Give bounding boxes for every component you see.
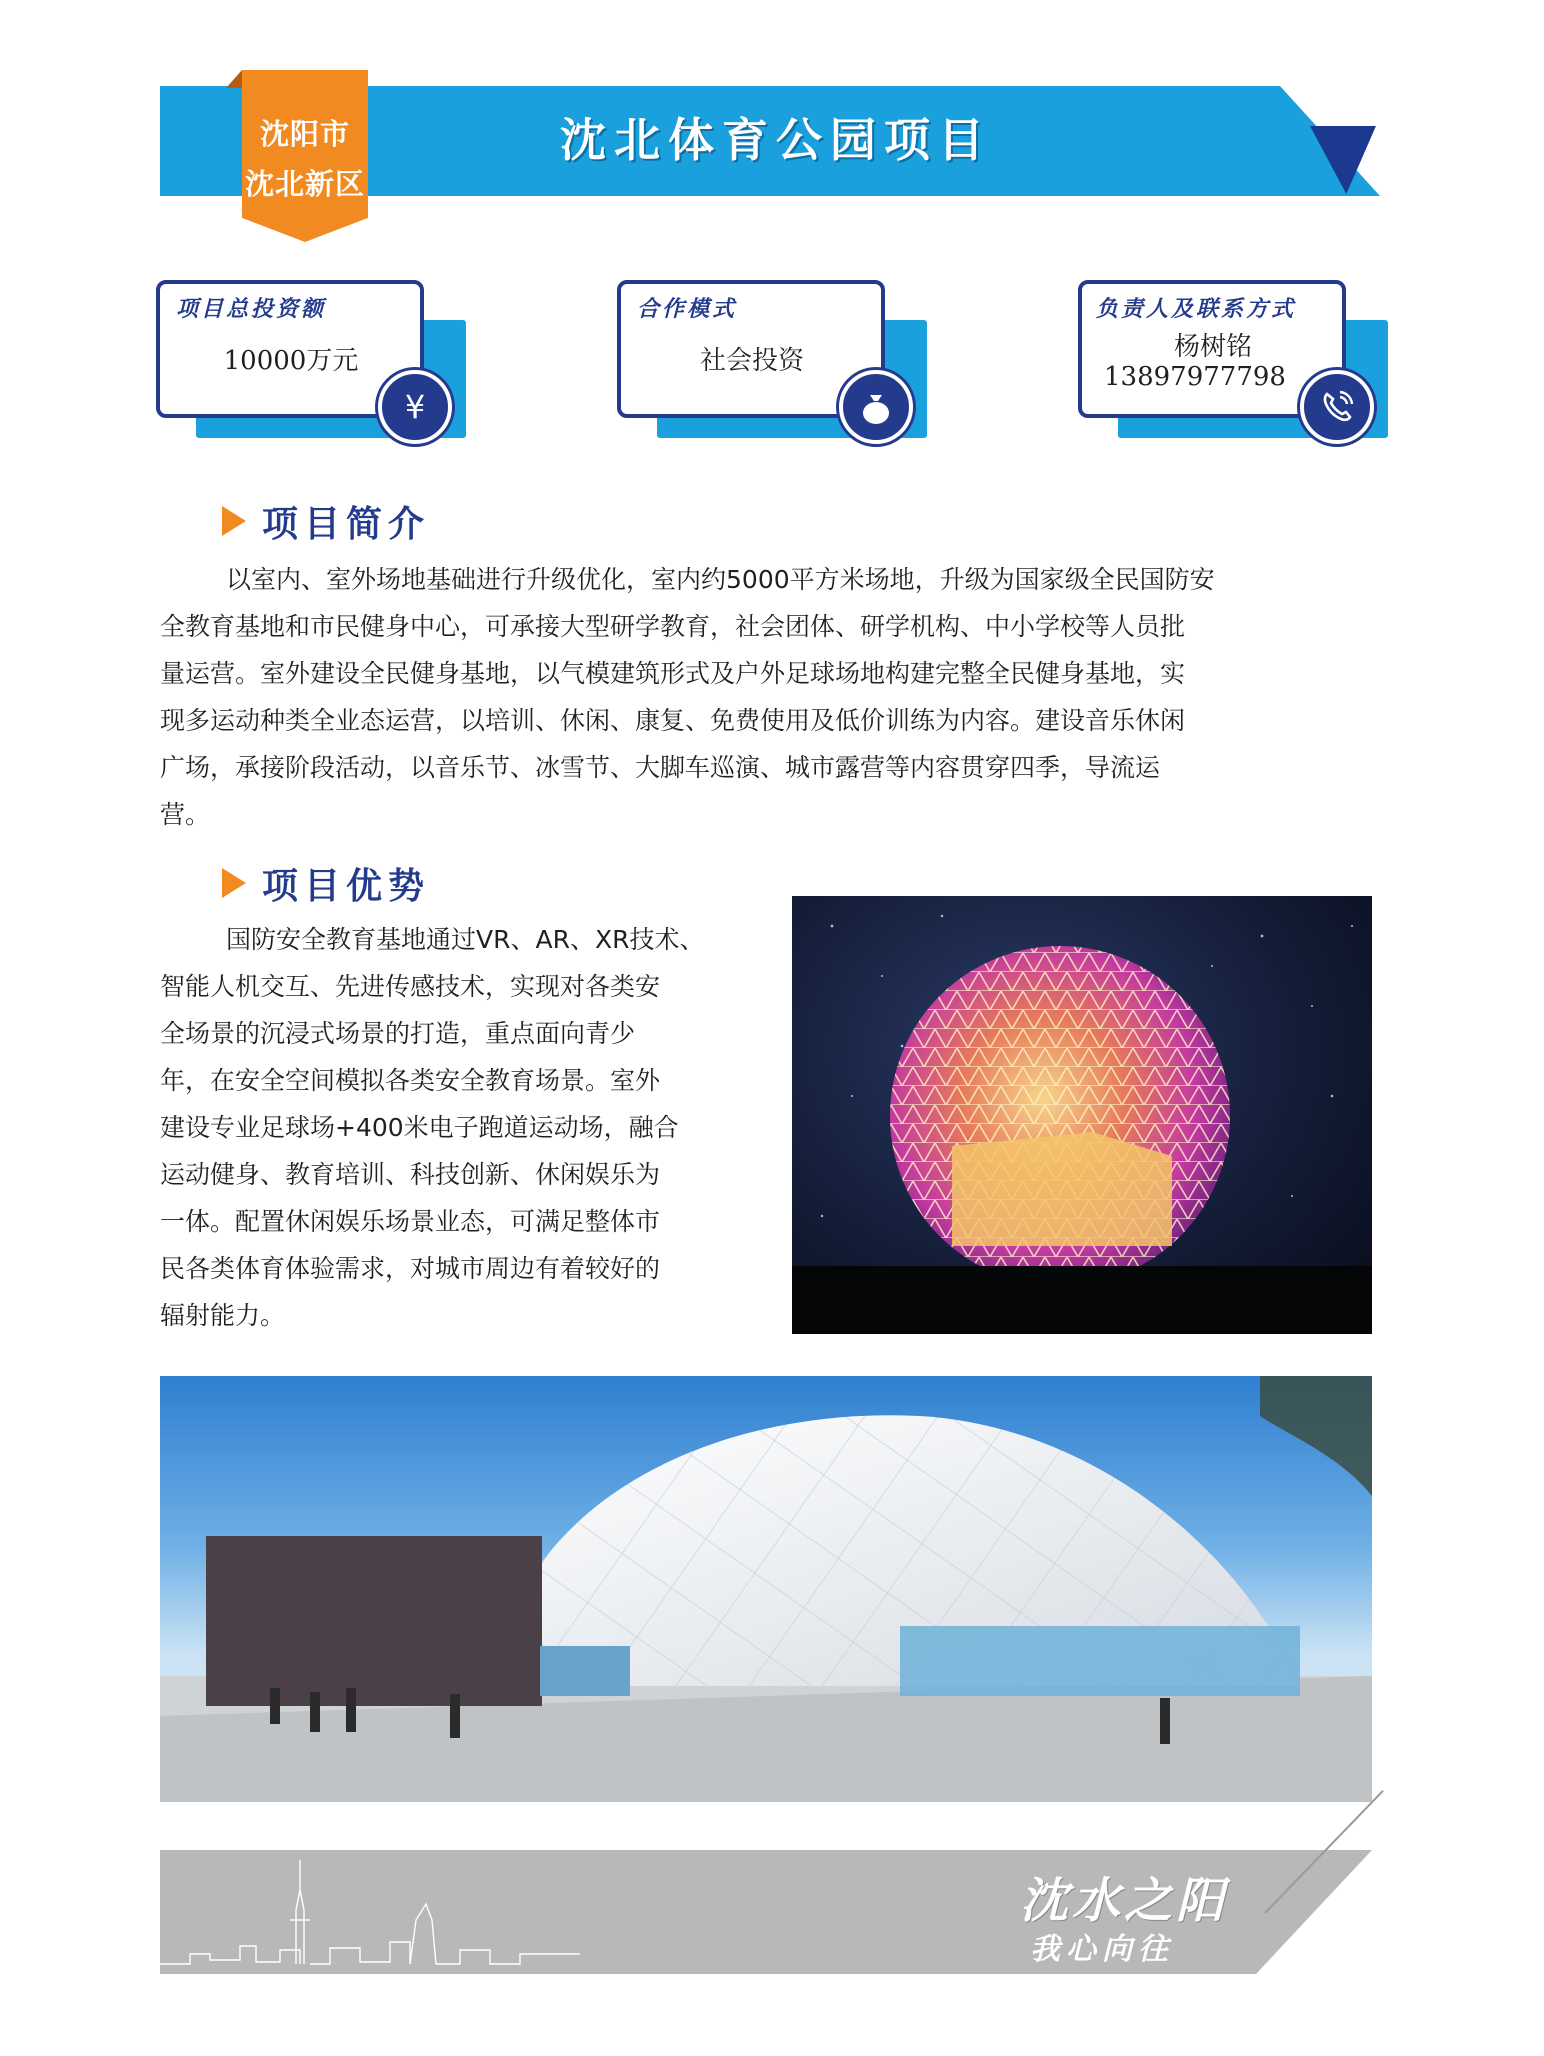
footer-slogan: 沈水之阳 xyxy=(1020,1873,1229,1929)
city-skyline-icon xyxy=(160,1850,580,1974)
investment-label: 项目总投资额 xyxy=(176,297,327,322)
contact-card xyxy=(1078,280,1378,440)
contact-person: 杨树铭 xyxy=(1173,332,1252,362)
advantage-line: 辐射能力。 xyxy=(160,1301,286,1330)
advantage-paragraph xyxy=(160,916,770,1339)
cooperation-label: 合作模式 xyxy=(637,297,738,322)
intro-line: 广场，承接阶段活动，以音乐节、冰雪节、大脚车巡演、城市露营等内容贯穿四季，导流运 xyxy=(160,753,1161,782)
contact-label: 负责人及联系方式 xyxy=(1096,297,1297,322)
page-number: 075 xyxy=(1313,1934,1350,1959)
intro-line: 量运营。室外建设全民健身基地，以气模建筑形式及户外足球场地构建完整全民健身基地，实 xyxy=(160,659,1186,688)
advantage-heading: 项目优势 xyxy=(262,866,431,907)
air-dome-rendering-photo xyxy=(160,1376,1372,1802)
intro-line: 以室内、室外场地基础进行升级优化，室内约5000平方米场地，升级为国家级全民国防安 xyxy=(226,565,1215,594)
section-arrow-icon xyxy=(222,868,246,898)
footer-slogan-sub: 我心向往 xyxy=(1030,1932,1174,1967)
dome-illustration xyxy=(160,1376,1372,1802)
district-tag xyxy=(242,70,368,242)
advantage-line: 智能人机交互、先进传感技术，实现对各类安 xyxy=(160,972,661,1001)
cooperation-value: 社会投资 xyxy=(699,346,804,376)
intro-line: 现多运动种类全业态运营，以培训、休闲、康复、免费使用及低价训练为内容。建设音乐休闲 xyxy=(160,706,1186,735)
advantage-line: 国防安全教育基地通过VR、AR、XR技术、 xyxy=(226,925,705,954)
intro-heading: 项目简介 xyxy=(262,504,431,545)
intro-line: 全教育基地和市民健身中心，可承接大型研学教育，社会团体、研学机构、中小学校等人员批 xyxy=(160,612,1186,641)
contact-phone: 13897977798 xyxy=(1104,362,1286,392)
advantage-line: 运动健身、教育培训、科技创新、休闲娱乐为 xyxy=(160,1160,661,1189)
district-tag-district: 沈北新区 xyxy=(244,167,365,201)
advantage-line: 建设专业足球场+400米电子跑道运动场，融合 xyxy=(160,1113,679,1142)
advantage-line: 年，在安全空间模拟各类安全教育场景。室外 xyxy=(160,1066,661,1095)
tag-fold xyxy=(226,70,242,88)
page-title: 沈北体育公园项目 xyxy=(560,113,992,167)
illuminated-sphere-photo xyxy=(792,896,1372,1334)
intro-paragraph xyxy=(160,556,1374,838)
district-tag-city: 沈阳市 xyxy=(259,117,350,151)
advantage-line: 一体。配置休闲娱乐场景业态，可满足整体市 xyxy=(160,1207,661,1236)
advantage-line: 全场景的沉浸式场景的打造，重点面向青少 xyxy=(160,1019,636,1048)
investment-card xyxy=(156,280,456,440)
advantage-line: 民各类体育体验需求，对城市周边有着较好的 xyxy=(160,1254,661,1283)
cooperation-card xyxy=(617,280,917,440)
rmb-coin-icon: ¥ xyxy=(378,370,452,444)
sphere-illustration xyxy=(792,896,1372,1334)
intro-line: 营。 xyxy=(160,800,211,829)
phone-icon xyxy=(1300,370,1374,444)
investment-value: 10000万元 xyxy=(223,346,359,376)
section-arrow-icon xyxy=(222,506,246,536)
money-bag-icon xyxy=(839,370,913,444)
